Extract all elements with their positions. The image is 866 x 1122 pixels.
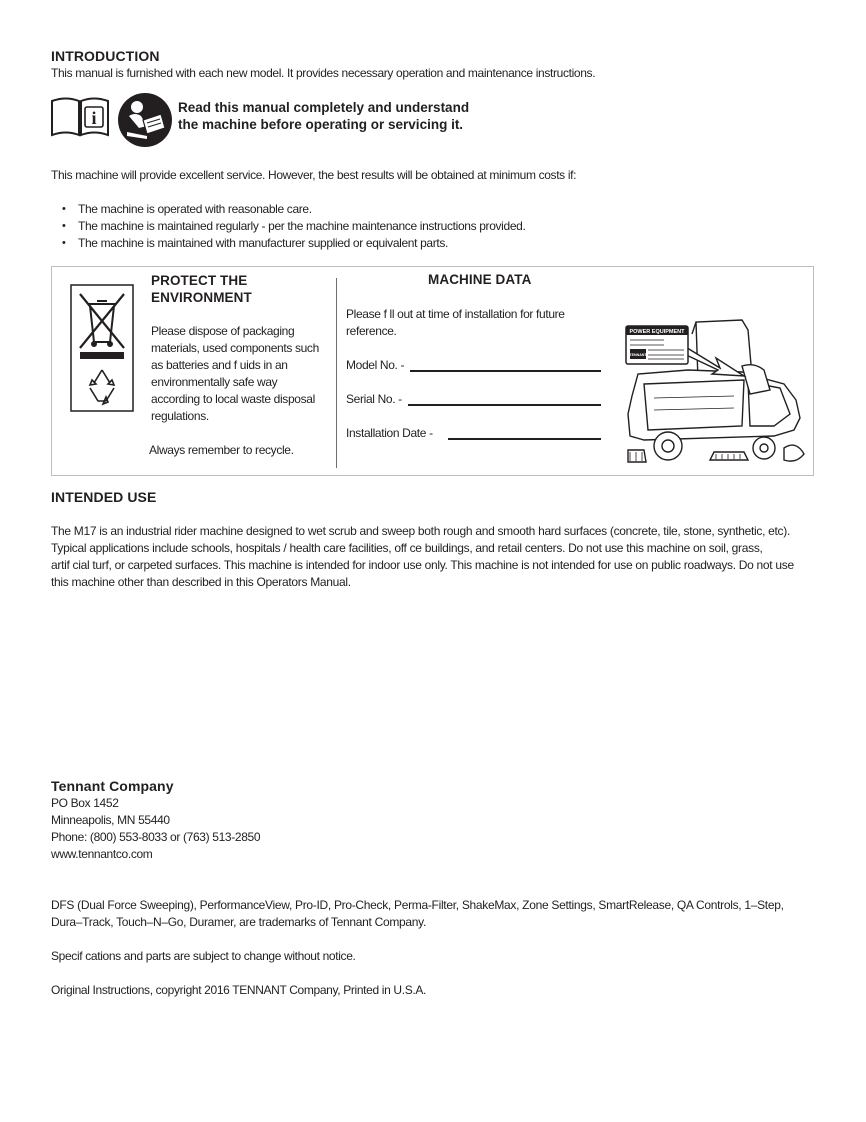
data-plate-brand: TENNANT xyxy=(629,353,647,357)
intended-use-heading: INTENDED USE xyxy=(51,489,157,505)
specifications-notice: Specif cations and parts are subject to change without notice. xyxy=(51,949,356,963)
environment-title-line2: ENVIRONMENT xyxy=(151,290,252,305)
svg-text:i: i xyxy=(91,108,97,128)
machine-illustration xyxy=(624,318,808,470)
environment-title xyxy=(151,272,252,306)
trademarks-notice xyxy=(51,897,784,931)
serial-number-field[interactable] xyxy=(408,404,601,406)
column-divider xyxy=(336,278,337,468)
company-phone: Phone: (800) 553-8033 or (763) 513-2850 xyxy=(51,830,261,844)
weee-recycle-icon xyxy=(70,284,134,412)
environment-line: according to local waste disposal xyxy=(151,392,315,406)
intended-use-line: Typical applications include schools, hospitals / health care facilities, off ce buildings, and retail centers. Do not use this machine on soil, grass, xyxy=(51,541,763,555)
trademarks-line2: Dura–Track, Touch–N–Go, Duramer, are trademarks of Tennant Company. xyxy=(51,915,426,929)
list-item: • The machine is maintained regularly - per the machine maintenance instructions provided. xyxy=(51,218,525,235)
trademarks-line1: DFS (Dual Force Sweeping), PerformanceView, Pro-ID, Pro-Check, Perma-Filter, ShakeMax, Zone Settings, SmartRelease, QA Controls, 1–Step, xyxy=(51,898,784,912)
machine-data-title: MACHINE DATA xyxy=(428,272,532,287)
list-item: • The machine is maintained with manufacturer supplied or equivalent parts. xyxy=(51,235,525,252)
environment-line: Please dispose of packaging xyxy=(151,324,295,338)
company-website: www.tennantco.com xyxy=(51,847,153,861)
intended-use-line: artif cial turf, or carpeted surfaces. This machine is intended for indoor use only. This machine is not intended for use on public roadways. Do not use xyxy=(51,558,794,572)
model-number-field[interactable] xyxy=(410,370,601,372)
intended-use-line: The M17 is an industrial rider machine designed to wet scrub and sweep both rough and smooth hard surfaces (concrete, tile, stone, synthetic, etc). xyxy=(51,524,790,538)
data-plate-title: POWER EQUIPMENT xyxy=(629,329,685,335)
environment-line: regulations. xyxy=(151,409,209,423)
read-manual-icon xyxy=(117,92,173,148)
read-manual-line2: the machine before operating or servicing it. xyxy=(178,117,464,132)
manual-book-icon xyxy=(50,97,110,139)
recycle-note: Always remember to recycle. xyxy=(149,443,294,457)
machine-data-note-line1: Please f ll out at time of installation for future xyxy=(346,307,565,321)
model-number-label: Model No. - xyxy=(346,358,405,372)
installation-date-label: Installation Date - xyxy=(346,426,433,440)
machine-data-note xyxy=(346,306,565,340)
serial-number-label: Serial No. - xyxy=(346,392,402,406)
environment-line: materials, used components such xyxy=(151,341,319,355)
intended-use-text xyxy=(51,523,831,591)
company-po-box: PO Box 1452 xyxy=(51,796,119,810)
copyright-notice: Original Instructions, copyright 2016 TENNANT Company, Printed in U.S.A. xyxy=(51,983,426,997)
environment-title-line1: PROTECT THE xyxy=(151,273,248,288)
list-item: • The machine is operated with reasonable care. xyxy=(51,201,525,218)
care-bullet-list xyxy=(51,201,525,252)
company-city: Minneapolis, MN 55440 xyxy=(51,813,170,827)
intended-use-line: this machine other than described in this Operators Manual. xyxy=(51,575,351,589)
company-name: Tennant Company xyxy=(51,778,174,794)
machine-data-note-line2: reference. xyxy=(346,324,397,338)
service-text: This machine will provide excellent service. However, the best results will be obtained at minimum costs if: xyxy=(51,168,577,182)
environment-line: as batteries and f uids in an xyxy=(151,358,288,372)
company-address xyxy=(51,795,260,863)
environment-line: environmentally safe way xyxy=(151,375,278,389)
introduction-text: This manual is furnished with each new model. It provides necessary operation and maintenance instructions. xyxy=(51,66,596,80)
introduction-heading: INTRODUCTION xyxy=(51,48,160,64)
installation-date-field[interactable] xyxy=(448,438,601,440)
read-manual-warning xyxy=(178,99,598,133)
environment-instructions xyxy=(151,323,319,425)
read-manual-line1: Read this manual completely and understand xyxy=(178,100,470,115)
